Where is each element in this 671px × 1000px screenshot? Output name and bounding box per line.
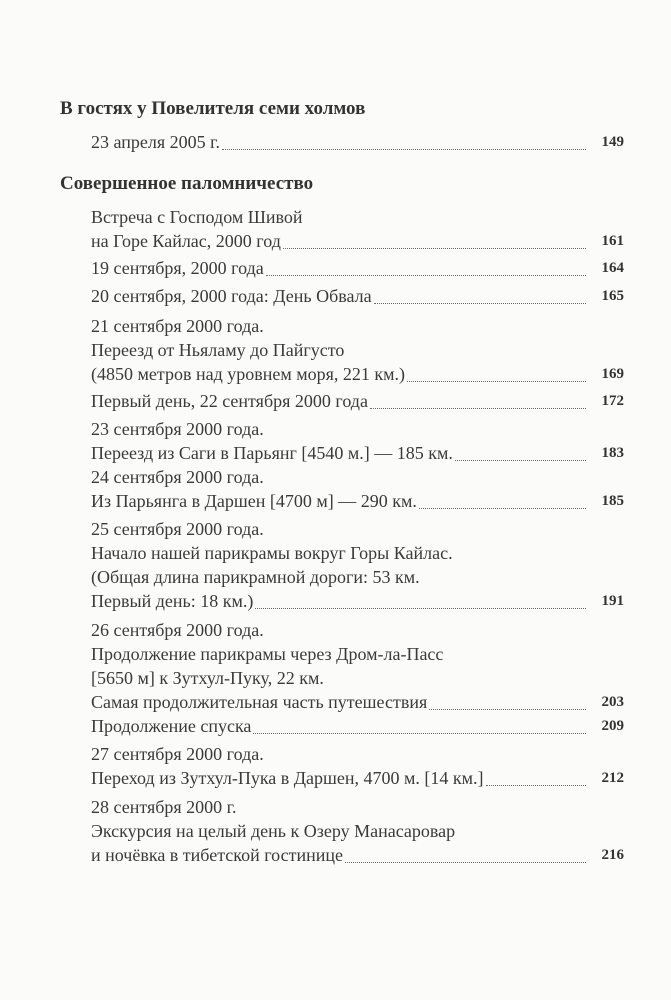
- dot-leader: [374, 303, 586, 304]
- toc-entry-line: [91, 618, 624, 642]
- toc-entry-text: Из Парьянга в Даршен [4700 м] — 290 км.: [91, 491, 417, 511]
- toc-entry[interactable]: [91, 714, 624, 738]
- toc-entry-line: [91, 565, 624, 589]
- toc-entry[interactable]: [91, 417, 624, 465]
- page-number: 209: [601, 718, 624, 734]
- toc-entry-text: Начало нашей парикрамы вокруг Горы Кайлас.: [91, 543, 453, 563]
- page-number: 191: [601, 593, 624, 609]
- dot-leader: [429, 709, 586, 710]
- toc-entry-text: Самая продолжительная часть путешествия: [91, 692, 428, 712]
- toc-entry[interactable]: [91, 314, 624, 386]
- toc-entry-text: 24 сентября 2000 года.: [91, 467, 264, 487]
- toc-entry-text: 23 сентября 2000 года.: [91, 419, 264, 439]
- page-number: 164: [601, 260, 624, 276]
- toc-entry-text: Экскурсия на целый день к Озеру Манасаровар: [91, 821, 456, 841]
- page-number: 212: [601, 770, 624, 786]
- toc-entry-text: Переход из Зутхул-Пука в Даршен, 4700 м. [14 км.]: [91, 768, 484, 788]
- dot-leader: [253, 733, 586, 734]
- toc-entry-text: Продолжение спуска: [91, 716, 252, 736]
- toc-entry-line: [91, 766, 624, 790]
- toc-entry-text: на Горе Кайлас, 2000 год: [91, 231, 281, 251]
- dot-leader: [255, 608, 586, 609]
- toc-entry-line: [91, 714, 624, 738]
- page-number: 165: [601, 288, 624, 304]
- dot-leader: [345, 862, 586, 863]
- toc-entry-text: Переезд из Саги в Парьянг [4540 м.] — 185 км.: [91, 443, 453, 463]
- toc-entry-text: (4850 метров над уровнем моря, 221 км.): [91, 364, 406, 384]
- toc-entry-line: [91, 205, 624, 229]
- page-number: 161: [601, 233, 624, 249]
- toc-entry-text: 27 сентября 2000 года.: [91, 744, 264, 764]
- toc-entry[interactable]: [91, 465, 624, 513]
- toc-entry-line: [91, 489, 624, 513]
- dot-leader: [455, 460, 586, 461]
- toc-entry-text: Переезд от Ньяламу до Пайгусто: [91, 340, 345, 360]
- toc-entry[interactable]: [91, 389, 624, 413]
- toc-entry-line: [91, 666, 624, 690]
- toc-entry[interactable]: [91, 130, 624, 154]
- toc-entry-line: [91, 338, 624, 362]
- toc-entry-text: [5650 м] к Зутхул-Пуку, 22 км.: [91, 668, 324, 688]
- toc-entry-line: [91, 229, 624, 253]
- dot-leader: [222, 149, 586, 150]
- toc-entry-line: [91, 843, 624, 867]
- dot-leader: [407, 381, 586, 382]
- toc-entry-line: [91, 284, 624, 308]
- toc-entry-line: [91, 819, 624, 843]
- toc-entry-line: [91, 362, 624, 386]
- toc-entry-line: [91, 314, 624, 338]
- toc-entry-line: [91, 589, 624, 613]
- toc-entry-line: [91, 541, 624, 565]
- toc-entry-line: [91, 389, 624, 413]
- toc-entry-text: 26 сентября 2000 года.: [91, 620, 264, 640]
- toc-entry-text: Продолжение парикрамы через Дром-ла-Пасс: [91, 644, 444, 664]
- toc-entry-text: 20 сентября, 2000 года: День Обвала: [91, 286, 372, 306]
- toc-entry-text: (Общая длина парикрамной дороги: 53 км.: [91, 567, 420, 587]
- toc-entry-line: [91, 742, 624, 766]
- dot-leader: [283, 248, 586, 249]
- toc-entry-line: [91, 441, 624, 465]
- toc-entry-line: [91, 130, 624, 154]
- page-number: 216: [601, 847, 624, 863]
- dot-leader: [486, 785, 586, 786]
- toc-entry-text: 25 сентября 2000 года.: [91, 519, 264, 539]
- toc-entry[interactable]: [91, 256, 624, 280]
- toc-entry-text: 19 сентября, 2000 года: [91, 258, 264, 278]
- dot-leader: [266, 275, 586, 276]
- toc-entry-text: и ночёвка в тибетской гостинице: [91, 845, 344, 865]
- page-number: 169: [601, 366, 624, 382]
- toc-entry[interactable]: [91, 795, 624, 867]
- toc-entry-line: [91, 256, 624, 280]
- toc-entry[interactable]: [91, 618, 624, 714]
- toc-entry[interactable]: [91, 205, 624, 253]
- toc-entry-text: 21 сентября 2000 года.: [91, 316, 264, 336]
- section-title: В гостях у Повелителя семи холмов: [60, 98, 366, 119]
- section-title: Совершенное паломничество: [60, 173, 314, 194]
- toc-entry-text: 23 апреля 2005 г.: [91, 132, 220, 152]
- toc-entry-text: 28 сентября 2000 г.: [91, 797, 237, 817]
- page-number: 203: [601, 694, 624, 710]
- page-number: 183: [601, 445, 624, 461]
- toc-entry-text: Первый день, 22 сентября 2000 года: [91, 391, 368, 411]
- toc-entry-line: [91, 517, 624, 541]
- toc-entry-text: Встреча с Господом Шивой: [91, 207, 303, 227]
- toc-entry[interactable]: [91, 742, 624, 790]
- toc-entry-line: [91, 795, 624, 819]
- page-number: 172: [601, 393, 624, 409]
- toc-entry-line: [91, 417, 624, 441]
- page-number: 185: [601, 493, 624, 509]
- toc-entry-line: [91, 465, 624, 489]
- toc-entry[interactable]: [91, 517, 624, 613]
- dot-leader: [419, 508, 586, 509]
- toc-entry-line: [91, 690, 624, 714]
- page-number: 149: [601, 134, 624, 150]
- toc-entry[interactable]: [91, 284, 624, 308]
- toc-entry-line: [91, 642, 624, 666]
- dot-leader: [370, 408, 586, 409]
- toc-entry-text: Первый день: 18 км.): [91, 591, 254, 611]
